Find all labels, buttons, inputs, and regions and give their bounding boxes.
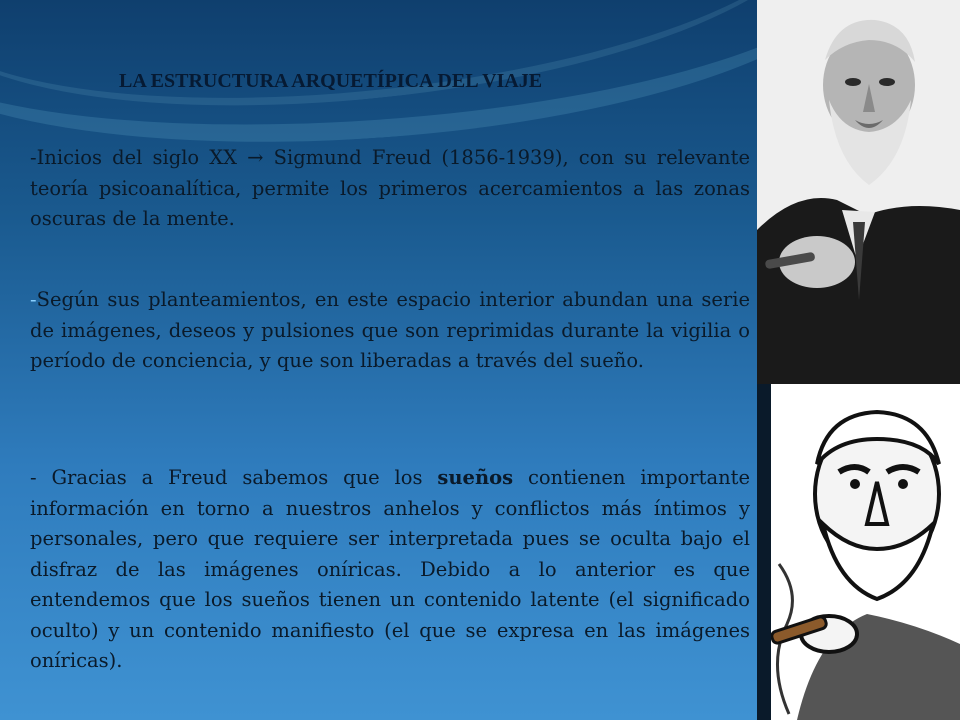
paragraph-3-end: contienen importante información en torno a nuestros anhelos y conflictos más íntimos y personales, pero que requiere ser interpretada pues se oculta bajo el disfraz de las imágenes oníricas. Debido a lo anterior es que entendemos que los sueños tienen un contenido latente (el significado oculto) y un contenido manifiesto (el que se expresa en las imágenes oníricas). (30, 466, 751, 672)
paragraph-1: -Inicios del siglo XX → Sigmund Freud (1856-1939), con su relevante teoría psicoanalítica, permite los primeros acercamientos a las zonas oscuras de la mente. (30, 146, 750, 230)
paragraph-3 (30, 463, 750, 677)
paragraph-2 (30, 285, 750, 377)
paragraph-3-bold: sueños (437, 466, 514, 489)
freud-cartoon-illustration (757, 384, 960, 720)
image-border (757, 384, 771, 720)
freud-photo-illustration (757, 0, 960, 384)
paragraph-3-start: - Gracias a Freud sabemos que los (30, 466, 438, 489)
freud-photo (757, 0, 960, 384)
paragraph-2-text: Según sus planteamientos, en este espacio interior abundan una serie de imágenes, deseos y pulsiones que son reprimidas durante la vigilia o período de conciencia, y que son liberadas a través del sueño. (30, 288, 750, 372)
freud-cartoon (757, 384, 960, 720)
slide-title: LA ESTRUCTURA ARQUETÍPICA DEL VIAJE (119, 70, 543, 92)
paragraph-dash: - (30, 288, 37, 311)
